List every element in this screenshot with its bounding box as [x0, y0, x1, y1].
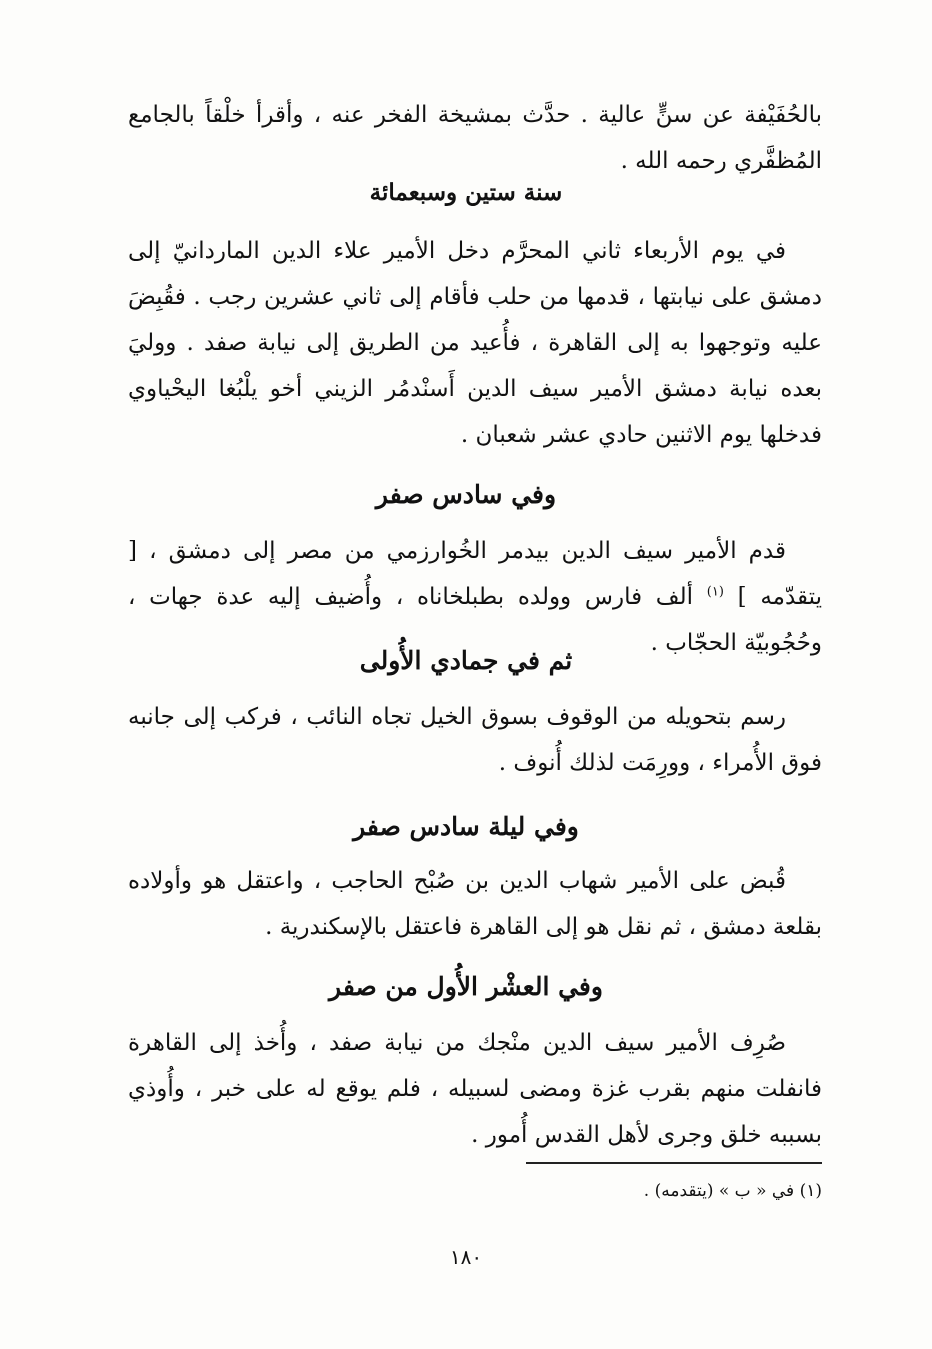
- section-heading-jumada: ثم في جمادي الأُولى: [359, 646, 573, 675]
- paragraph-text-part: قدم الأمير سيف الدين بيدمر الخُوارزمي من مصر إلى دمشق ، [ يتقدّمه ]: [128, 538, 823, 610]
- section-heading-year-760: سنة ستين وسبعمائة: [369, 179, 563, 206]
- page-number: ١٨٠: [449, 1245, 483, 1269]
- paragraph-text-part: ألف فارس وولده بطبلخاناه ، وأُضيف إليه عدة جهات ، وحُجُوبيّة الحجّاب .: [128, 584, 822, 656]
- footnote: (١) في « ب » (يتقدمه) .: [643, 1181, 822, 1201]
- footnote-divider: [526, 1162, 822, 1164]
- section-heading-night-sixth-safar: وفي ليلة سادس صفر: [353, 812, 579, 841]
- paragraph-text: قُبض على الأمير شهاب الدين بن صُبْح الحاجب ، واعتقل هو وأولاده بقلعة دمشق ، ثم نقل هو إلى القاهرة فاعتقل بالإسكندرية .: [128, 868, 822, 940]
- section-heading-first-ten-safar: وفي العشْر الأُول من صفر: [329, 972, 603, 1001]
- paragraph-text: رسم بتحويله من الوقوف بسوق الخيل تجاه النائب ، فركب إلى جانبه فوق الأُمراء ، وورِمَت لذلك أُنوف .: [128, 704, 822, 776]
- continuation-paragraph: [128, 92, 822, 184]
- paragraph-text: صُرِف الأمير سيف الدين منْجك من نيابة صفد ، وأُخذ إلى القاهرة فانفلت منهم بقرب غزة ومضى لسبيله ، فلم يوقع له على خبر ، وأُوذي بسببه خلق وجرى لأهل القدس أُمور .: [128, 1030, 822, 1148]
- paragraph-text: بالحُفَيْفة عن سنٍّ عالية . حدَّث بمشيخة الفخر عنه ، وأقرأ خلْقاً بالجامع المُظفَّري رحمه الله .: [128, 102, 822, 174]
- section-paragraph-year-760: [128, 228, 822, 458]
- paragraph-text: في يوم الأربعاء ثاني المحرَّم دخل الأمير علاء الدين الماردانيّ إلى دمشق على نيابتها ، قدمها من حلب فأقام إلى ثاني عشرين رجب . فقُبِضَ عليه وتوجهوا به إلى القاهرة ، فأُعيد من الطريق إلى نيابة صفد . ووليَ بعده نيابة دمشق الأمير سيف الدين أَسنْدمُر الزيني أخو يلْبُغا اليحْياوي فدخلها يوم الاثنين حادي عشر شعبان .: [128, 238, 822, 448]
- section-heading-sixth-safar: وفي سادس صفر: [375, 480, 557, 509]
- section-paragraph-first-ten-safar: [128, 1020, 822, 1158]
- section-paragraph-night-sixth-safar: [128, 858, 822, 950]
- section-paragraph-jumada: [128, 694, 822, 786]
- footnote-marker: (١): [706, 584, 724, 600]
